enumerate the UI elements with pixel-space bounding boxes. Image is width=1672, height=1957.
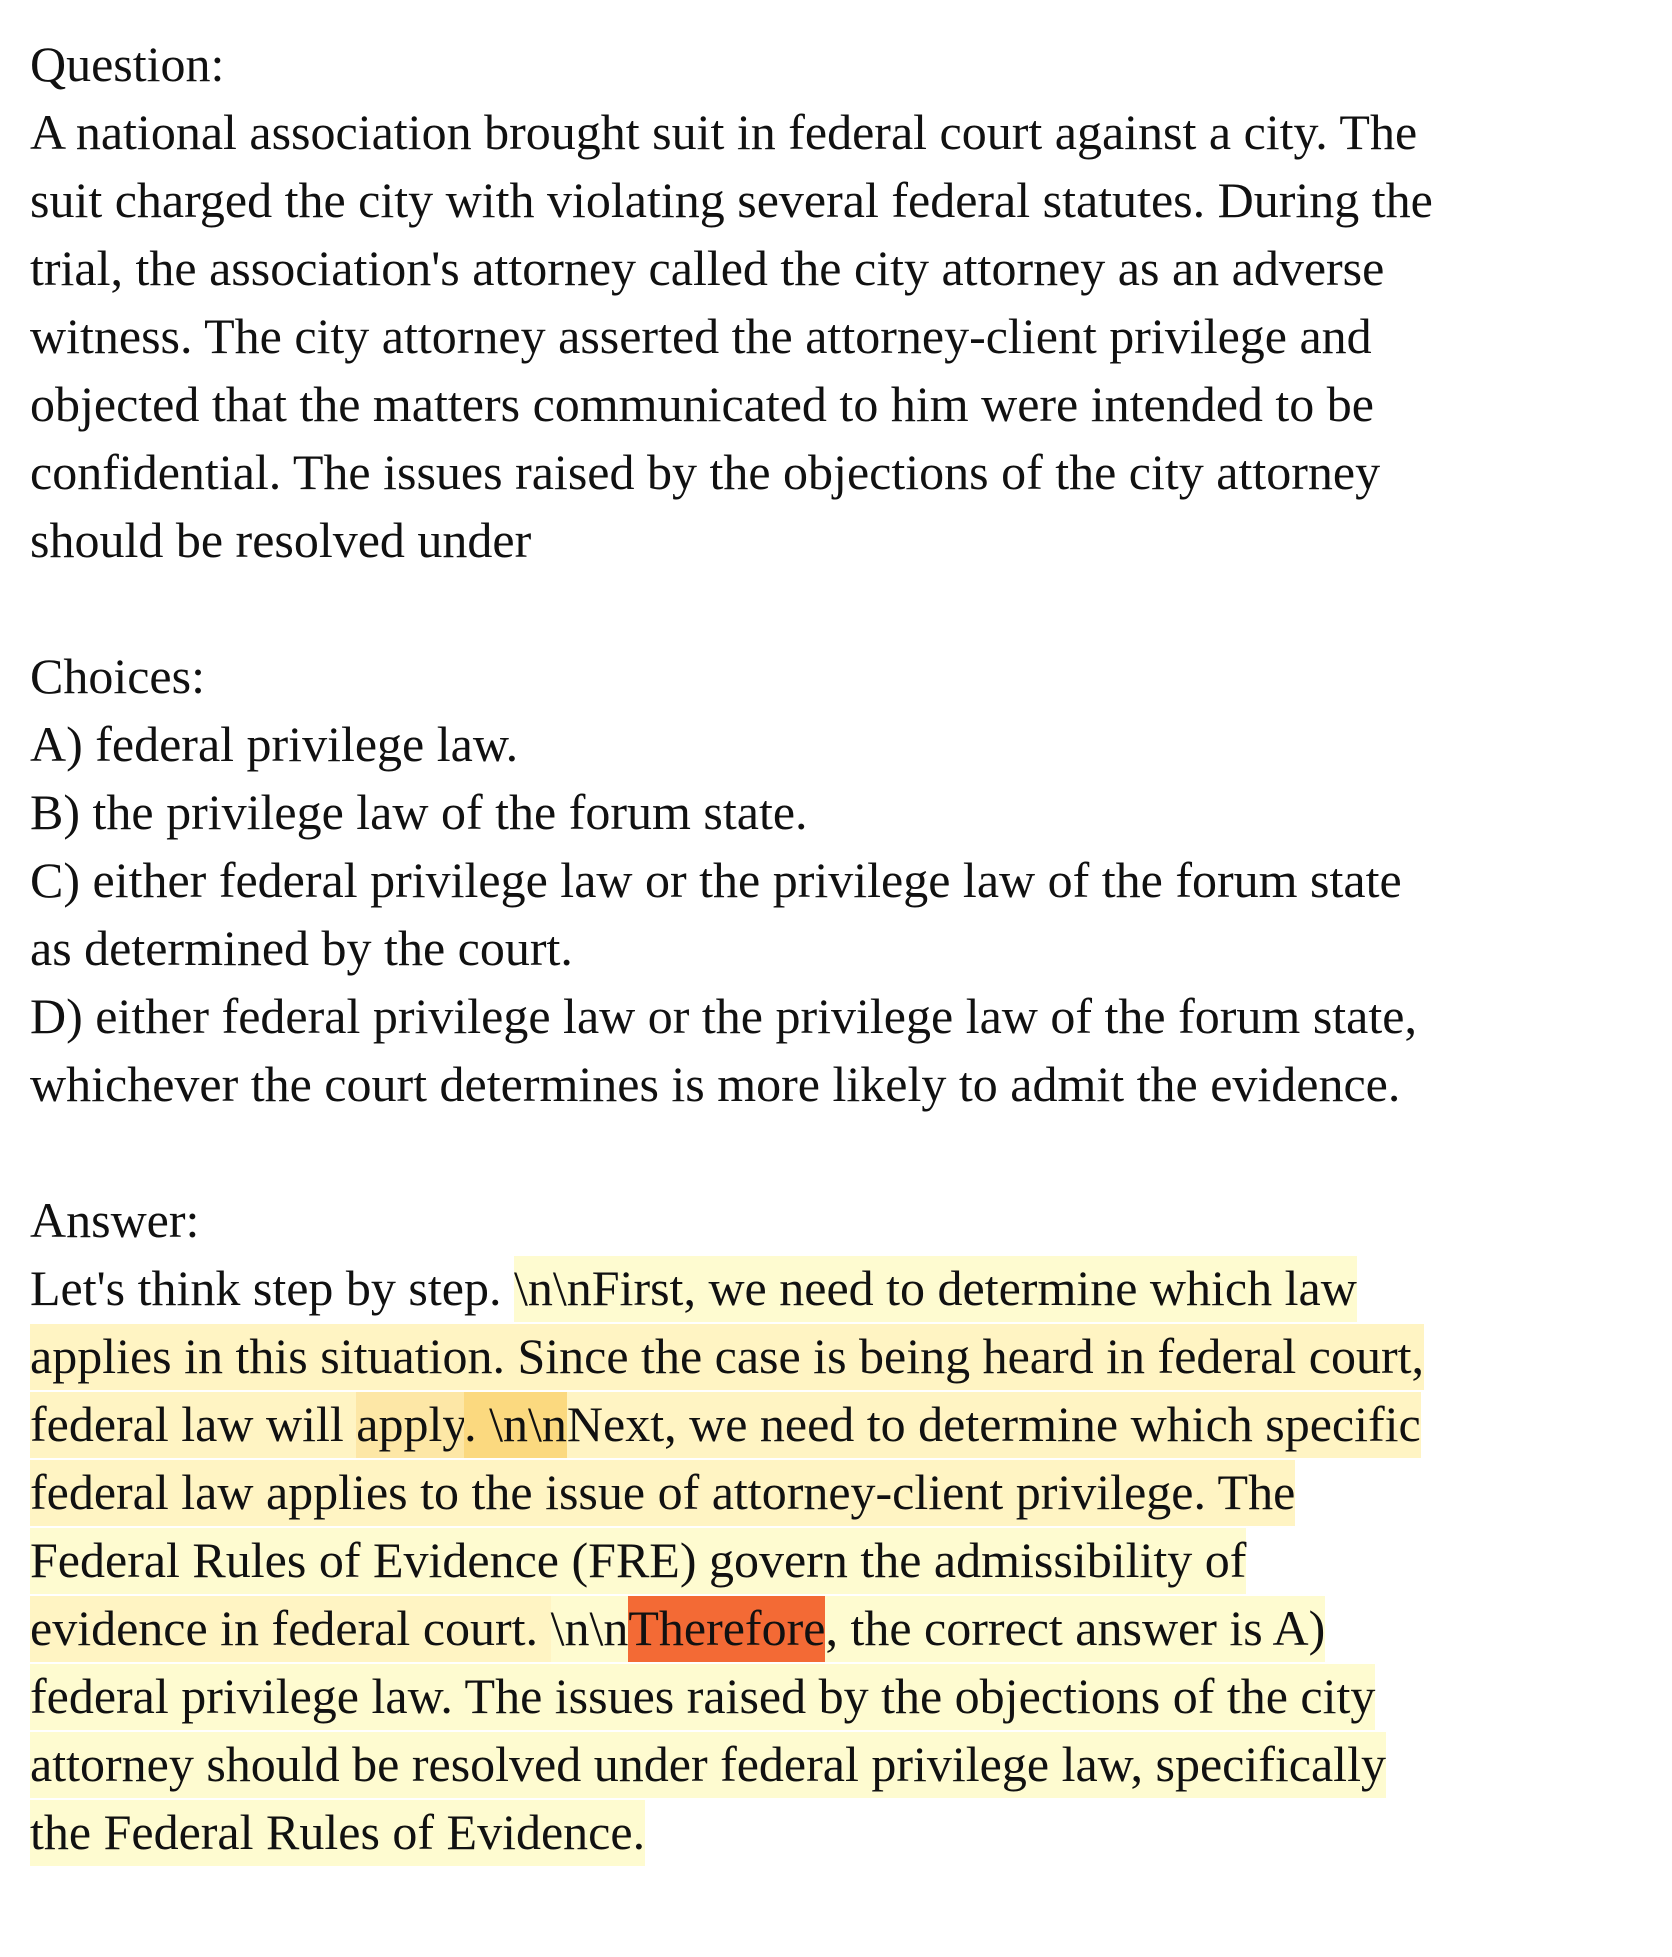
question-line: witness. The city attorney asserted the attorney-client privilege and bbox=[30, 308, 1372, 364]
choice-line: as determined by the court. bbox=[30, 920, 573, 976]
highlighted-span-strong: Therefore bbox=[628, 1596, 825, 1662]
answer-line bbox=[30, 1458, 1650, 1526]
answer-line bbox=[30, 1254, 1650, 1322]
highlighted-span: \n\nFirst, we need to determine which law bbox=[514, 1256, 1357, 1322]
question-line: A national association brought suit in federal court against a city. The bbox=[30, 104, 1418, 160]
highlighted-span: apply bbox=[356, 1392, 464, 1458]
choice-line: whichever the court determines is more likely to admit the evidence. bbox=[30, 1056, 1401, 1112]
answer-heading: Answer: bbox=[30, 1192, 200, 1248]
highlighted-span: evidence in federal court. bbox=[30, 1596, 551, 1662]
answer-line bbox=[30, 1594, 1650, 1662]
question-line: suit charged the city with violating several federal statutes. During the bbox=[30, 172, 1433, 228]
answer-line bbox=[30, 1730, 1650, 1798]
highlighted-span: \n\n bbox=[551, 1596, 629, 1662]
section-spacer bbox=[30, 574, 1650, 642]
section-spacer bbox=[30, 1118, 1650, 1186]
highlighted-span: attorney should be resolved under federal privilege law, specifically bbox=[30, 1732, 1386, 1798]
highlighted-span: federal law applies to the issue of attorney-client privilege. The bbox=[30, 1460, 1295, 1526]
answer-line bbox=[30, 1662, 1650, 1730]
answer-line bbox=[30, 1390, 1650, 1458]
choice-line: A) federal privilege law. bbox=[30, 716, 519, 772]
choices-heading: Choices: bbox=[30, 648, 205, 704]
answer-text: Let's think step by step. bbox=[30, 1260, 514, 1316]
choice-line: D) either federal privilege law or the privilege law of the forum state, bbox=[30, 988, 1417, 1044]
highlighted-span: applies in this situation. Since the case is being heard in federal court, bbox=[30, 1324, 1424, 1390]
document bbox=[30, 30, 1650, 1866]
answer-line bbox=[30, 1526, 1650, 1594]
question-line: objected that the matters communicated to him were intended to be bbox=[30, 376, 1374, 432]
answer-line bbox=[30, 1798, 1650, 1866]
highlighted-span: federal privilege law. The issues raised by the objections of the city bbox=[30, 1664, 1375, 1730]
highlighted-span: Next, we need to determine which specific bbox=[567, 1392, 1421, 1458]
highlighted-span: . \n\n bbox=[464, 1392, 567, 1458]
question-section bbox=[30, 30, 1650, 574]
question-line: confidential. The issues raised by the objections of the city attorney bbox=[30, 444, 1381, 500]
highlighted-span: , the correct answer is A) bbox=[825, 1596, 1325, 1662]
choice-line: C) either federal privilege law or the privilege law of the forum state bbox=[30, 852, 1402, 908]
highlighted-span: the Federal Rules of Evidence. bbox=[30, 1800, 645, 1866]
highlighted-span: Federal Rules of Evidence (FRE) govern the admissibility of bbox=[30, 1528, 1246, 1594]
question-line: should be resolved under bbox=[30, 512, 532, 568]
question-heading: Question: bbox=[30, 36, 225, 92]
answer-line bbox=[30, 1322, 1650, 1390]
question-line: trial, the association's attorney called the city attorney as an adverse bbox=[30, 240, 1385, 296]
choices-section bbox=[30, 642, 1650, 1118]
choice-line: B) the privilege law of the forum state. bbox=[30, 784, 808, 840]
answer-section bbox=[30, 1186, 1650, 1866]
highlighted-span: federal law will bbox=[30, 1392, 356, 1458]
